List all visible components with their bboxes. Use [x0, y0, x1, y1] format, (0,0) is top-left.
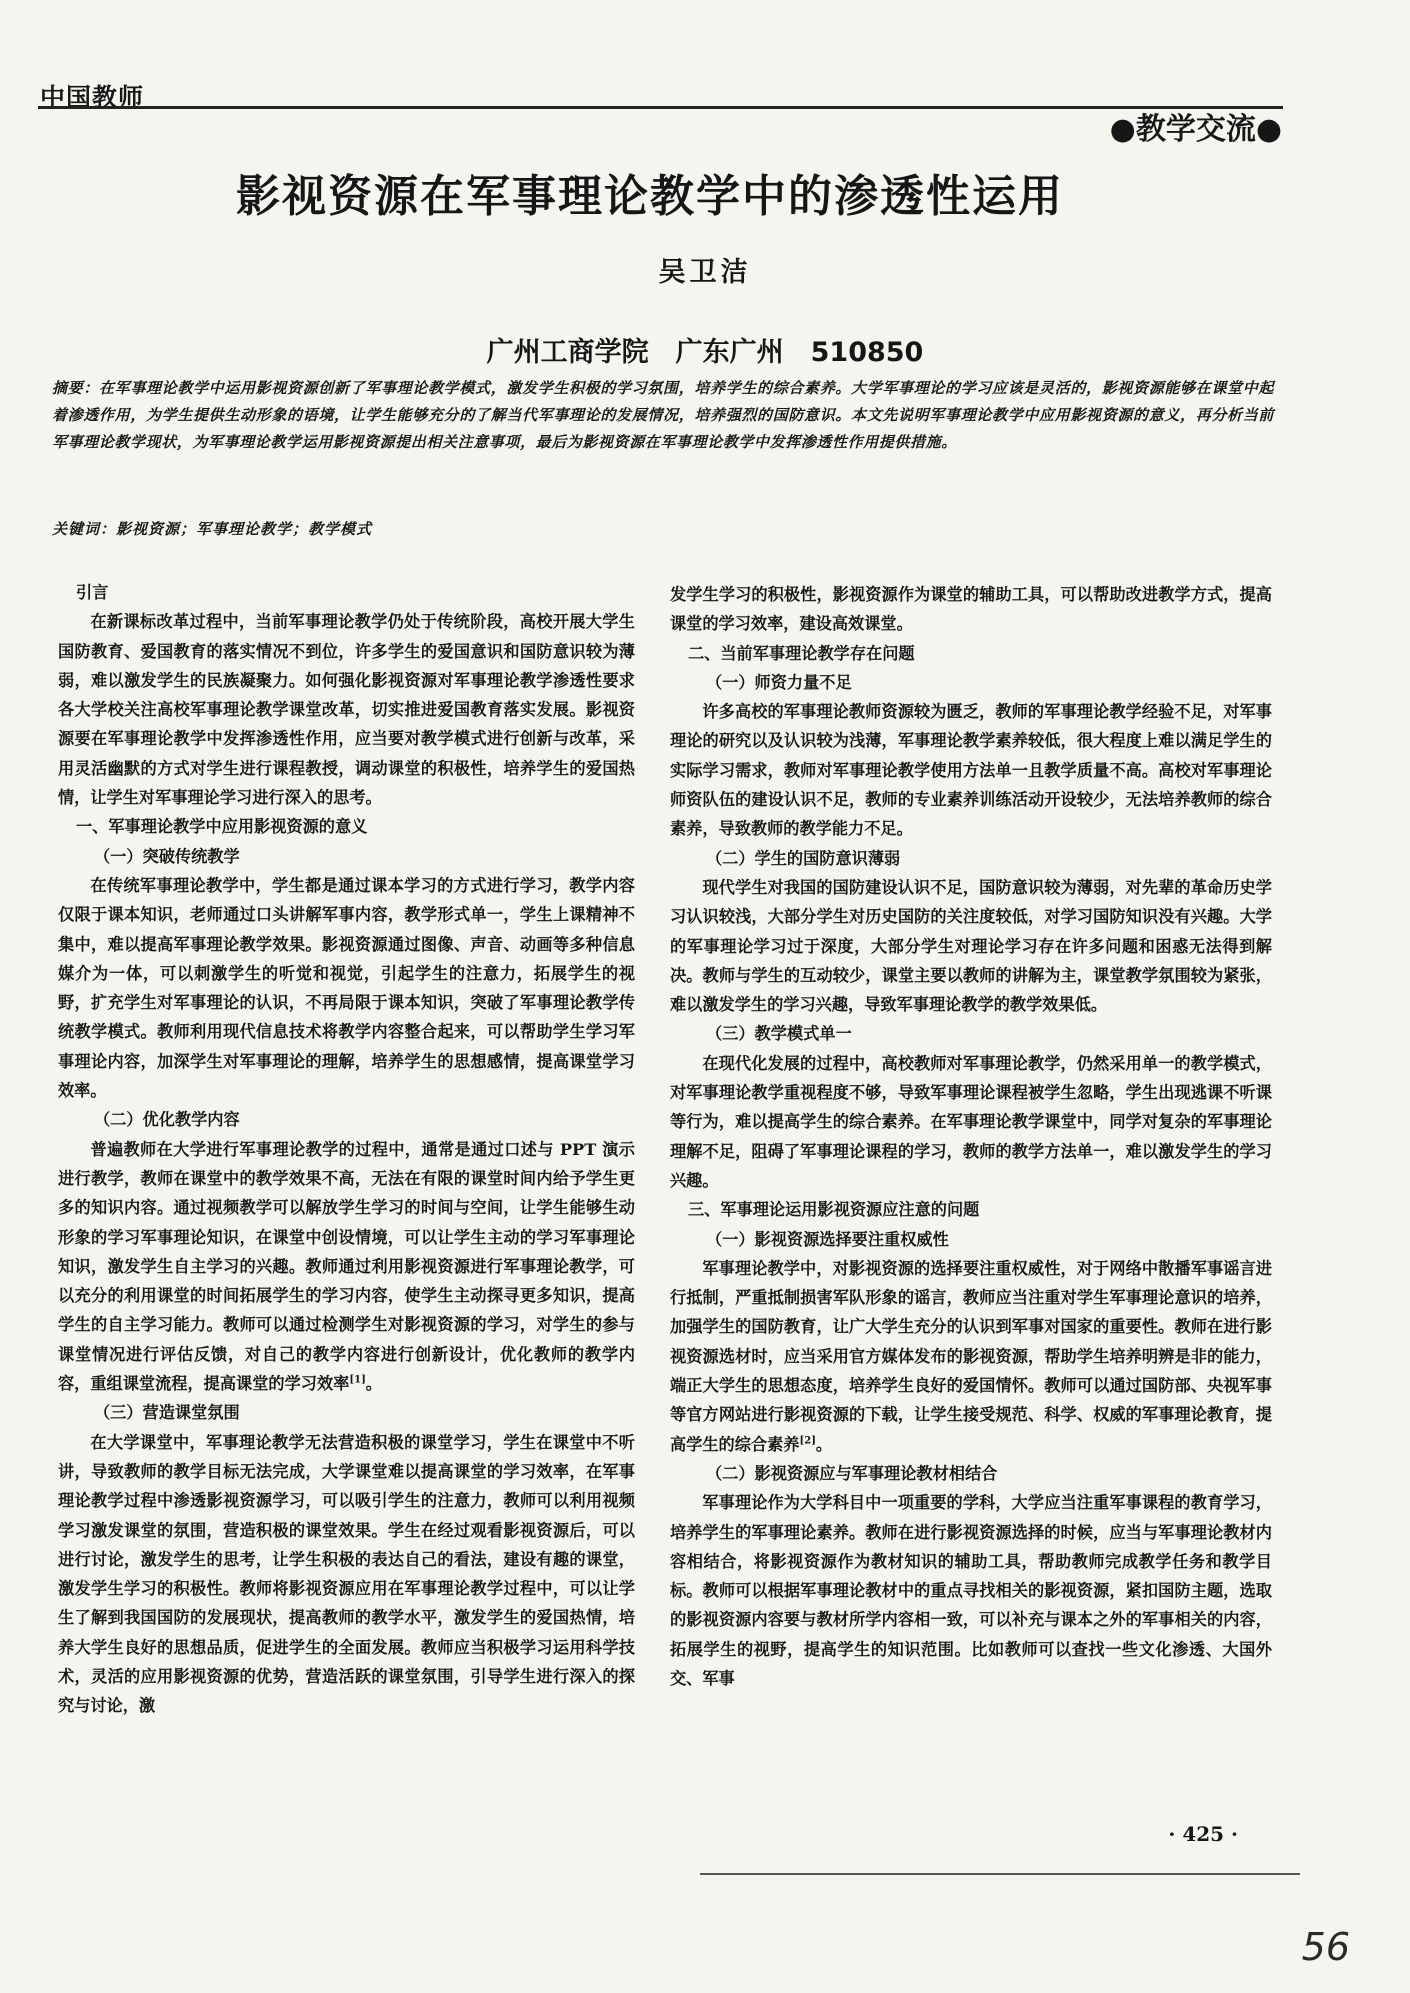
section-1-heading: 一、军事理论教学中应用影视资源的意义 [76, 817, 368, 837]
author-affiliation: 广州工商学院 广东广州 510850 [486, 337, 924, 368]
paragraph-3-1-text: 军事理论教学中，对影视资源的选择要注重权威性，对于网络中散播军事谣言进行抵制，严重抵制损害军队形象的谣言，教师应当注重对学生军事理论意识的培养，加强学生的国防教育，让广大学生充分的认识到军事对国家的重要性。教师在进行影视资源选材时，应当采用官方媒体发布的影视资源，帮助学生培养明辨是非的能力，端正大学生的思想态度，培养学生良好的爱国情怀。教师可以通过国防部、央视军事等官方网站进行影视资源的下载，让学生接受规范、科学、权威的军事理论教育，提高学生的综合素养 [670, 1258, 1272, 1454]
section-3-heading: 三、军事理论运用影视资源应注意的问题 [688, 1200, 980, 1220]
article-title: 影视资源在军事理论教学中的渗透性运用 [236, 171, 1064, 222]
page-number: · 425 · [1168, 1822, 1238, 1846]
handwritten-note: 56 [1301, 1925, 1350, 1969]
intro-paragraph: 在新课标改革过程中，当前军事理论教学仍处于传统阶段，高校开展大学生国防教育、爱国教育的落实情况不到位，许多学生的爱国意识和国防意识较为薄弱，难以激发学生的民族凝聚力。如何强化影视资源对军事理论教学渗透性要求各大学校关注高校军事理论教学课堂改革，切实推进爱国教育落实发展。影视资源要在军事理论教学中发挥渗透性作用，应当要对教学模式进行创新与改革，采用灵活幽默的方式对学生进行课程教授，调动课堂的积极性，培养学生的爱国热情，让学生对军事理论学习进行深入的思考。 [58, 612, 635, 808]
right-column [670, 580, 1272, 1693]
journal-name: 中国教师 [40, 83, 145, 112]
paragraph-1-2-end: 。 [365, 1374, 382, 1394]
paragraph-3-1-end: 。 [815, 1434, 833, 1454]
paragraph-1-3: 在大学课堂中，军事理论教学无法营造积极的课堂学习，学生在课堂中不听讲，导致教师的教学目标无法完成，大学课堂难以提高课堂的学习效率，在军事理论教学过程中渗透影视资源学习，可以吸引学生的注意力，教师可以利用视频学习激发课堂的氛围，营造积极的课堂效果。学生在经过观看影视资源后，可以进行讨论，激发学生的思考，让学生积极的表达自己的看法，建设有趣的课堂，激发学生学习的积极性。教师将影视资源应用在军事理论教学过程中，可以让学生了解到我国国防的发展现状，提高教师的教学水平，激发学生的爱国热情，培养大学生良好的思想品质，促进学生的全面发展。教师应当积极学习运用科学技术，灵活的应用影视资源的优势，营造活跃的课堂氛围，引导学生进行深入的探究与讨论，激 [58, 1432, 635, 1716]
subsection-1-2-heading: （二）优化教学内容 [94, 1110, 240, 1130]
footer-rule [700, 1873, 1300, 1875]
citation-ref-2: [2] [799, 1435, 816, 1447]
subsection-3-1-heading: （一）影视资源选择要注重权威性 [706, 1229, 949, 1249]
subsection-1-3-heading: （三）营造课堂氛围 [94, 1403, 240, 1423]
paragraph-2-1: 许多高校的军事理论教师资源较为匮乏，教师的军事理论教学经验不足，对军事理论的研究以及认识较为浅薄，军事理论教学素养较低，很大程度上难以满足学生的实际学习需求，教师对军事理论教学使用方法单一且教学质量不高。高校对军事理论师资队伍的建设认识不足，教师的专业素养训练活动开设较少，无法培养教师的综合素养，导致教师的教学能力不足。 [670, 702, 1272, 839]
paragraph-1-1: 在传统军事理论教学中，学生都是通过课本学习的方式进行学习，教学内容仅限于课本知识，老师通过口头讲解军事内容，教学形式单一，学生上课精神不集中，难以提高军事理论教学效果。影视资源通过图像、声音、动画等多种信息媒介为一体，可以刺激学生的听觉和视觉，引起学生的注意力，拓展学生的视野，扩充学生对军事理论的认识，不再局限于课本知识，突破了军事理论教学传统教学模式。教师利用现代信息技术将教学内容整合起来，可以帮助学生学习军事理论内容，加深学生对军事理论的理解，培养学生的思想感情，提高课堂学习效率。 [58, 875, 635, 1101]
abstract: 摘要：在军事理论教学中运用影视资源创新了军事理论教学模式，激发学生积极的学习氛围，培养学生的综合素养。大学军事理论的学习应该是灵活的，影视资源能够在课堂中起着渗透作用，为学生提供生动形象的语境，让学生能够充分的了解当代军事理论的发展情况，培养强烈的国防意识。本文先说明军事理论教学中应用影视资源的意义，再分析当前军事理论教学现状，为军事理论教学运用影视资源提出相关注意事项，最后为影视资源在军事理论教学中发挥渗透性作用提供措施。 [52, 379, 1274, 451]
paragraph-1-2-text: 普遍教师在大学进行军事理论教学的过程中，通常是通过口述与 PPT 演示进行教学，教师在课堂中的教学效果不高，无法在有限的课堂时间内给予学生更多的知识内容。通过视频教学可以解放学生学习的时间与空间，让学生能够生动形象的学习军事理论知识，在课堂中创设情境，可以让学生主动的学习军事理论知识，激发学生自主学习的兴趣。教师通过利用影视资源进行军事理论教学，可以充分的利用课堂的时间拓展学生的学习内容，使学生主动探寻更多知识，提高学生的自主学习能力。教师可以通过检测学生对影视资源的学习，对学生的参与课堂情况进行评估反馈，对自己的教学内容进行创新设计，优化教师的教学内容，重组课堂流程，提高课堂的学习效率 [58, 1139, 635, 1394]
subsection-3-2-heading: （二）影视资源应与军事理论教材相结合 [706, 1463, 998, 1483]
subsection-2-3-heading: （三）教学模式单一 [706, 1024, 852, 1044]
citation-ref-1: [1] [349, 1374, 366, 1386]
paragraph-3-1 [670, 1254, 1272, 1459]
section-2-heading: 二、当前军事理论教学存在问题 [688, 643, 915, 663]
subsection-2-2-heading: （二）学生的国防意识薄弱 [706, 848, 901, 868]
paragraph-3-2: 军事理论作为大学科目中一项重要的学科，大学应当注重军事课程的教育学习，培养学生的军事理论素养。教师在进行影视资源选择的时候，应当与军事理论教材内容相结合，将影视资源作为教材知识的辅助工具，帮助教师完成教学任务和教学目标。教师可以根据军事理论教材中的重点寻找相关的影视资源，紧扣国防主题，选取的影视资源内容要与教材所学内容相一致，可以补充与课本之外的军事相关的内容，拓展学生的视野，提高学生的知识范围。比如教师可以查找一些文化渗透、大国外交、军事 [670, 1493, 1272, 1688]
paragraph-2-2: 现代学生对我国的国防建设认识不足，国防意识较为薄弱，对先辈的革命历史学习认识较浅，大部分学生对历史国防的关注度较低，对学习国防知识没有兴趣。大学的军事理论学习过于深度，大部分学生对理论学习存在许多问题和困惑无法得到解决。教师与学生的互动较少，课堂主要以教师的讲解为主，课堂教学氛围较为紧张，难以激发学生的学习兴趣，导致军事理论教学的教学效果低。 [670, 877, 1272, 1015]
continued-paragraph: 发学生学习的积极性，影视资源作为课堂的辅助工具，可以帮助改进教学方式，提高课堂的学习效率，建设高效课堂。 [670, 585, 1272, 634]
keywords: 关键词：影视资源；军事理论教学；教学模式 [52, 520, 373, 538]
subsection-1-1-heading: （一）突破传统教学 [94, 846, 240, 866]
subsection-2-1-heading: （一）师资力量不足 [706, 672, 852, 692]
author-name: 吴卫洁 [658, 257, 752, 288]
section-tag: ●教学交流● [1109, 112, 1282, 147]
paragraph-2-3: 在现代化发展的过程中，高校教师对军事理论教学，仍然采用单一的教学模式，对军事理论教学重视程度不够，导致军事理论课程被学生忽略，学生出现逃课不听课等行为，难以提高学生的综合素养。在军事理论教学课堂中，同学对复杂的军事理论理解不足，阻碍了军事理论课程的学习，教师的教学方法单一，难以激发学生的学习兴趣。 [670, 1053, 1272, 1190]
paragraph-1-2 [58, 1135, 635, 1399]
left-column [58, 578, 635, 1721]
intro-heading: 引言 [76, 583, 109, 602]
header-rule [38, 106, 1283, 109]
